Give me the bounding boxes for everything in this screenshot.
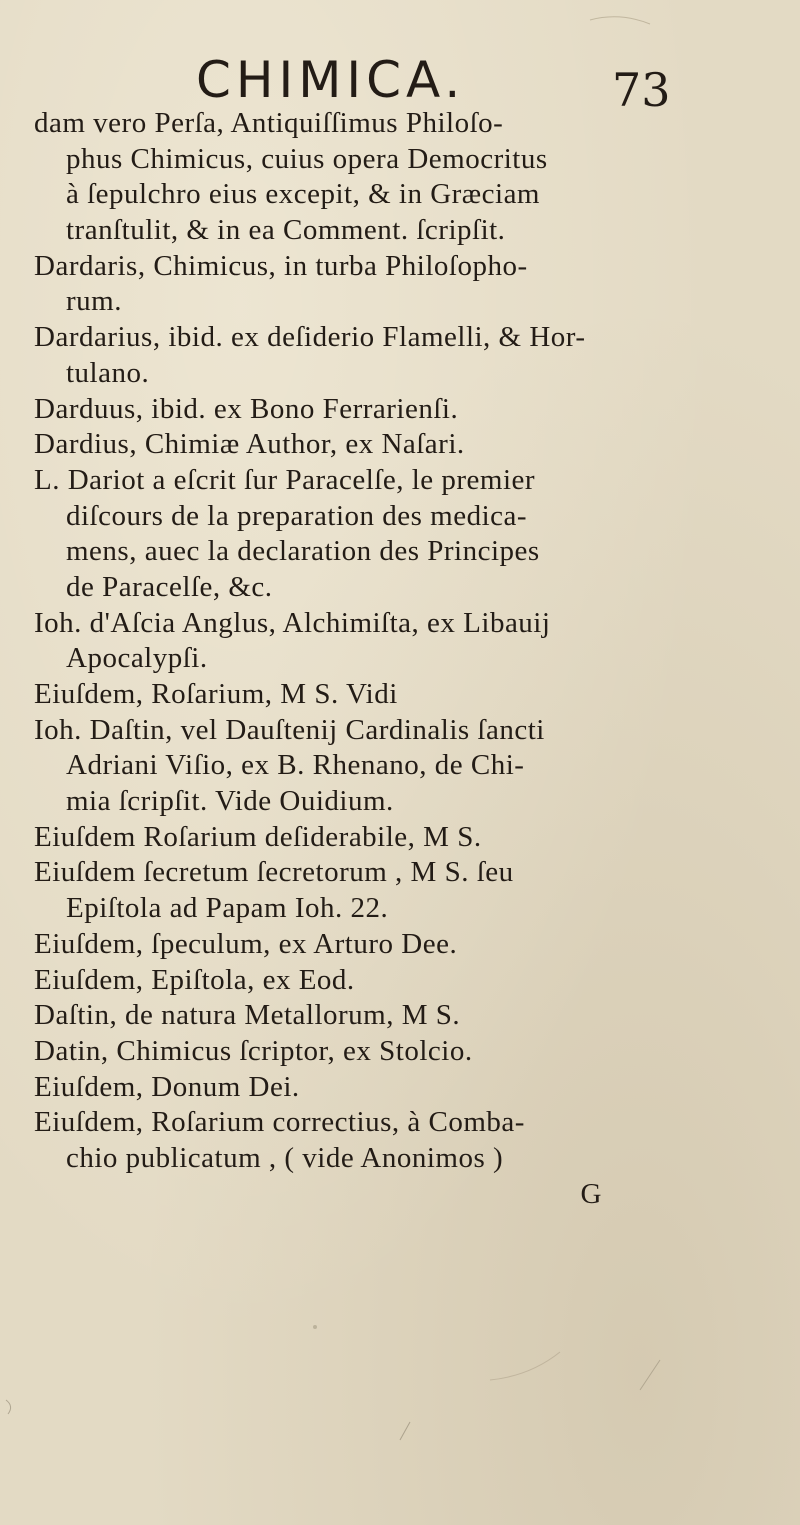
entry-line: Darduus, ibid. ex Bono Ferrarienſi. xyxy=(34,392,459,425)
entry-line: Eiuſdem Roſarium deſiderabile, M S. xyxy=(34,820,482,853)
entry-line: Eiuſdem ſecretum ſecretorum , M S. ſeu xyxy=(34,856,514,889)
text-line: Epiſtola ad Papam Ioh. 22. xyxy=(66,892,389,925)
text-line: Apocalypſi. xyxy=(66,642,208,675)
text-line: Adriani Viſio, ex B. Rhenano, de Chi- xyxy=(66,749,525,782)
entry-line: Eiuſdem, Roſarium correctius, à Comba- xyxy=(34,1106,525,1139)
text-line: de Paracelſe, &c. xyxy=(66,570,273,603)
entry-line: Eiuſdem, Epiſtola, ex Eod. xyxy=(34,963,355,996)
entry-line: Dardaris, Chimicus, in turba Philoſopho- xyxy=(34,249,528,282)
text-line: phus Chimicus, cuius opera Democritus xyxy=(66,142,548,175)
text-line: à ſepulchro eius excepit, & in Græciam xyxy=(66,178,540,211)
entry-line: Eiuſdem, Roſarium, M S. Vidi xyxy=(34,678,398,710)
entry-line: Ioh. d'Aſcia Anglus, Alchimiſta, ex Libauij xyxy=(34,606,551,639)
running-title: CHIMICA. xyxy=(196,51,466,109)
entry-line: Ioh. Daſtin, vel Dauſtenij Cardinalis ſancti xyxy=(34,713,545,746)
text-line: diſcours de la preparation des medica- xyxy=(66,499,528,532)
text-line: chio publicatum , ( vide Anonimos ) xyxy=(66,1141,504,1174)
text-line: dam vero Perſa, Antiquiſſimus Philoſo- xyxy=(34,107,504,139)
text-line: mens, auec la declaration des Principes xyxy=(66,535,540,568)
catchword: G xyxy=(580,1177,602,1210)
page-number: 73 xyxy=(612,63,671,117)
text-line: tranſtulit, & in ea Comment. ſcripſit. xyxy=(66,214,506,247)
text-line: mia ſcripſit. Vide Ouidium. xyxy=(66,785,394,818)
entry-line: Eiuſdem, Donum Dei. xyxy=(34,1070,300,1103)
entry-line: Dardarius, ibid. ex deſiderio Flamelli, & Hor- xyxy=(34,321,586,354)
text-line: tulano. xyxy=(66,356,150,389)
entry-line: Eiuſdem, ſpeculum, ex Arturo Dee. xyxy=(34,927,458,960)
entry-line: Daſtin, de natura Metallorum, M S. xyxy=(34,999,461,1032)
entry-line: Datin, Chimicus ſcriptor, ex Stolcio. xyxy=(34,1034,473,1067)
entry-line: L. Dariot a eſcrit ſur Paracelſe, le premier xyxy=(34,463,536,496)
entry-line: Dardius, Chimiæ Author, ex Naſari. xyxy=(34,428,465,461)
text-line: rum. xyxy=(66,285,122,318)
